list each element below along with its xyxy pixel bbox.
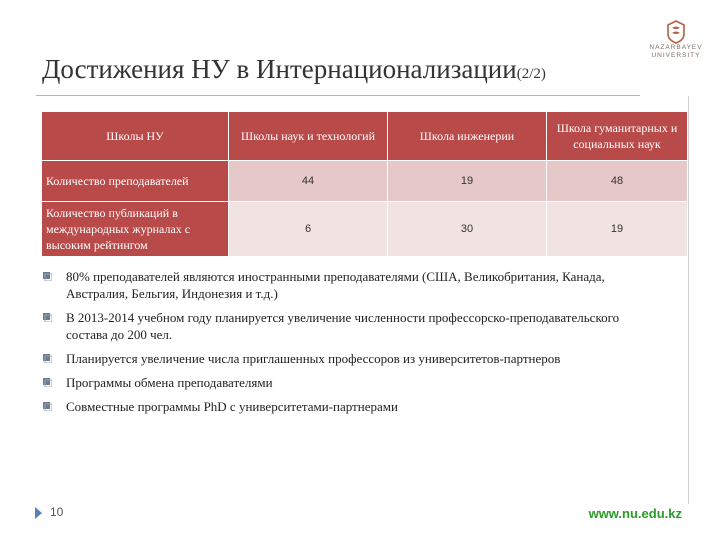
square-bullet-icon — [42, 271, 52, 281]
table-cell: 19 — [547, 202, 688, 257]
schools-table — [42, 112, 688, 257]
table-header-cell: Школы НУ — [42, 112, 229, 161]
row-label: Количество публикаций в международных журналах с высоким рейтингом — [42, 202, 229, 257]
table-cell: 44 — [229, 161, 388, 202]
slide-title-suffix: (2/2) — [516, 66, 546, 82]
chevron-right-icon — [34, 506, 44, 520]
table-cell: 30 — [388, 202, 547, 257]
list-item — [42, 350, 662, 367]
table-header-cell: Школы наук и технологий — [229, 112, 388, 161]
logo-emblem-icon — [665, 20, 687, 44]
bullet-text: Программы обмена преподавателями — [66, 375, 273, 390]
row-label: Количество преподавателей — [42, 161, 229, 202]
logo-line-1: NAZARBAYEV — [649, 44, 703, 51]
bullet-list — [42, 268, 662, 422]
list-item — [42, 374, 662, 391]
slide-title — [42, 54, 546, 85]
table-header-row — [42, 112, 688, 161]
list-item — [42, 268, 662, 302]
page-number: 10 — [50, 505, 64, 519]
slide-title-text: Достижения НУ в Интернационализации — [42, 54, 517, 84]
table-cell: 19 — [388, 161, 547, 202]
list-item — [42, 398, 662, 415]
table-row — [42, 202, 688, 257]
table-row — [42, 161, 688, 202]
square-bullet-icon — [42, 401, 52, 411]
website-link[interactable]: www.nu.edu.kz — [588, 506, 682, 521]
side-divider — [688, 96, 689, 504]
square-bullet-icon — [42, 377, 52, 387]
bullet-text: 80% преподавателей являются иностранными преподавателями (США, Великобритания, Канада, Австралия, Бельгия, Индонезия и т.д.) — [66, 269, 605, 301]
table-cell: 6 — [229, 202, 388, 257]
square-bullet-icon — [42, 353, 52, 363]
title-divider — [36, 95, 640, 96]
university-logo — [636, 20, 716, 60]
table-header-cell: Школа гуманитарных и социальных наук — [547, 112, 688, 161]
bullet-text: В 2013-2014 учебном году планируется увеличение численности профессорско-преподавательского состава до 200 чел. — [66, 310, 620, 342]
bullet-text: Планируется увеличение числа приглашенных профессоров из университетов-партнеров — [66, 351, 561, 366]
table-header-cell: Школа инженерии — [388, 112, 547, 161]
table-cell: 48 — [547, 161, 688, 202]
list-item — [42, 309, 662, 343]
square-bullet-icon — [42, 312, 52, 322]
bullet-text: Совместные программы PhD с университетами-партнерами — [66, 399, 398, 414]
logo-line-2: UNIVERSITY — [651, 52, 701, 59]
